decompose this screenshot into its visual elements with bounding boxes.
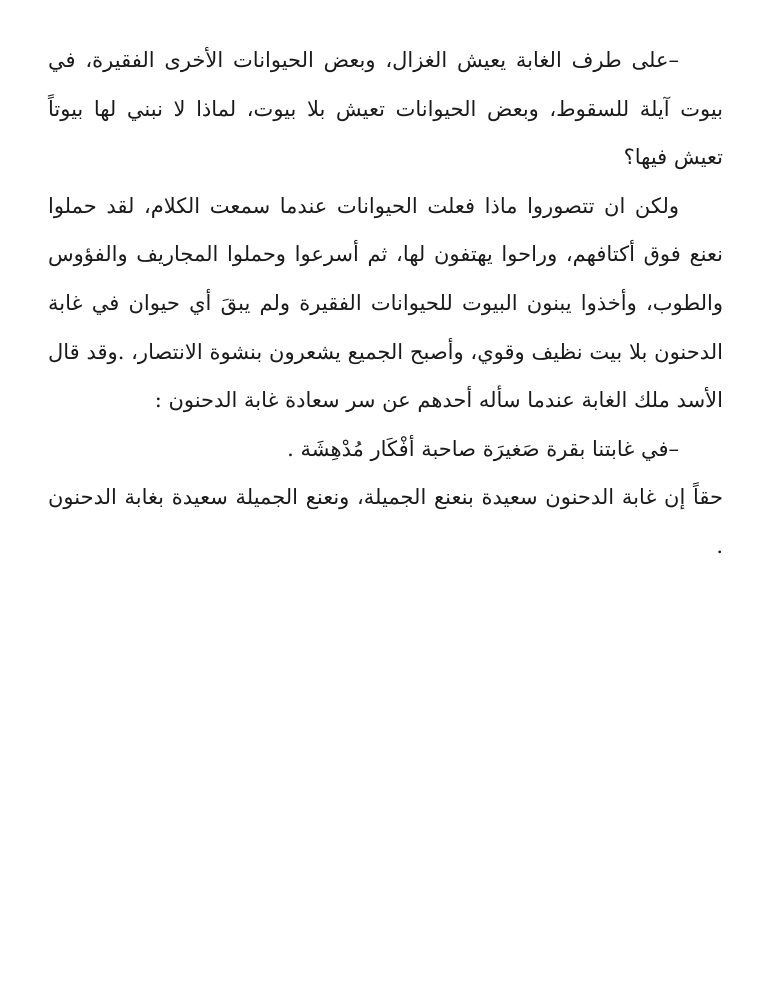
paragraph-lion-quote: –في غابتنا بقرة صَغيرَة صاحبة أفْكَار مُدْهِشَة . (287, 436, 679, 461)
paragraph-conclusion: حقاً إن غابة الدحنون سعيدة بنعنع الجميلة، ونعنع الجميلة سعيدة بغابة الدحنون . (48, 485, 723, 558)
story-text-block (48, 36, 723, 571)
paragraph-animals-build-houses: ولكن ان تتصوروا ماذا فعلت الحيوانات عندما سمعت الكلام، لقد حملوا نعنع فوق أكتافهم، وراحوا يهتفون لها، ثم أسرعوا وحملوا المجاريف والفؤوس والطوب، وأخذوا يبنون البيوت للحيوانات الفقيرة ولم يبقَ أي حيوان في غابة الدحنون بلا بيت نظيف وقوي، وأصبح الجميع يشعرون بنشوة الانتصار، .وقد قال الأسد ملك الغابة عندما سأله أحدهم عن سر سعادة غابة الدحنون : (48, 193, 723, 413)
paragraph-gazelle-question: –على طرف الغابة يعيش الغزال، وبعض الحيوانات الأخرى الفقيرة، في بيوت آيلة للسقوط، وبعض الحيوانات تعيش بلا بيوت، لماذا لا نبني لها بيوتاً تعيش فيها؟ (48, 48, 723, 170)
